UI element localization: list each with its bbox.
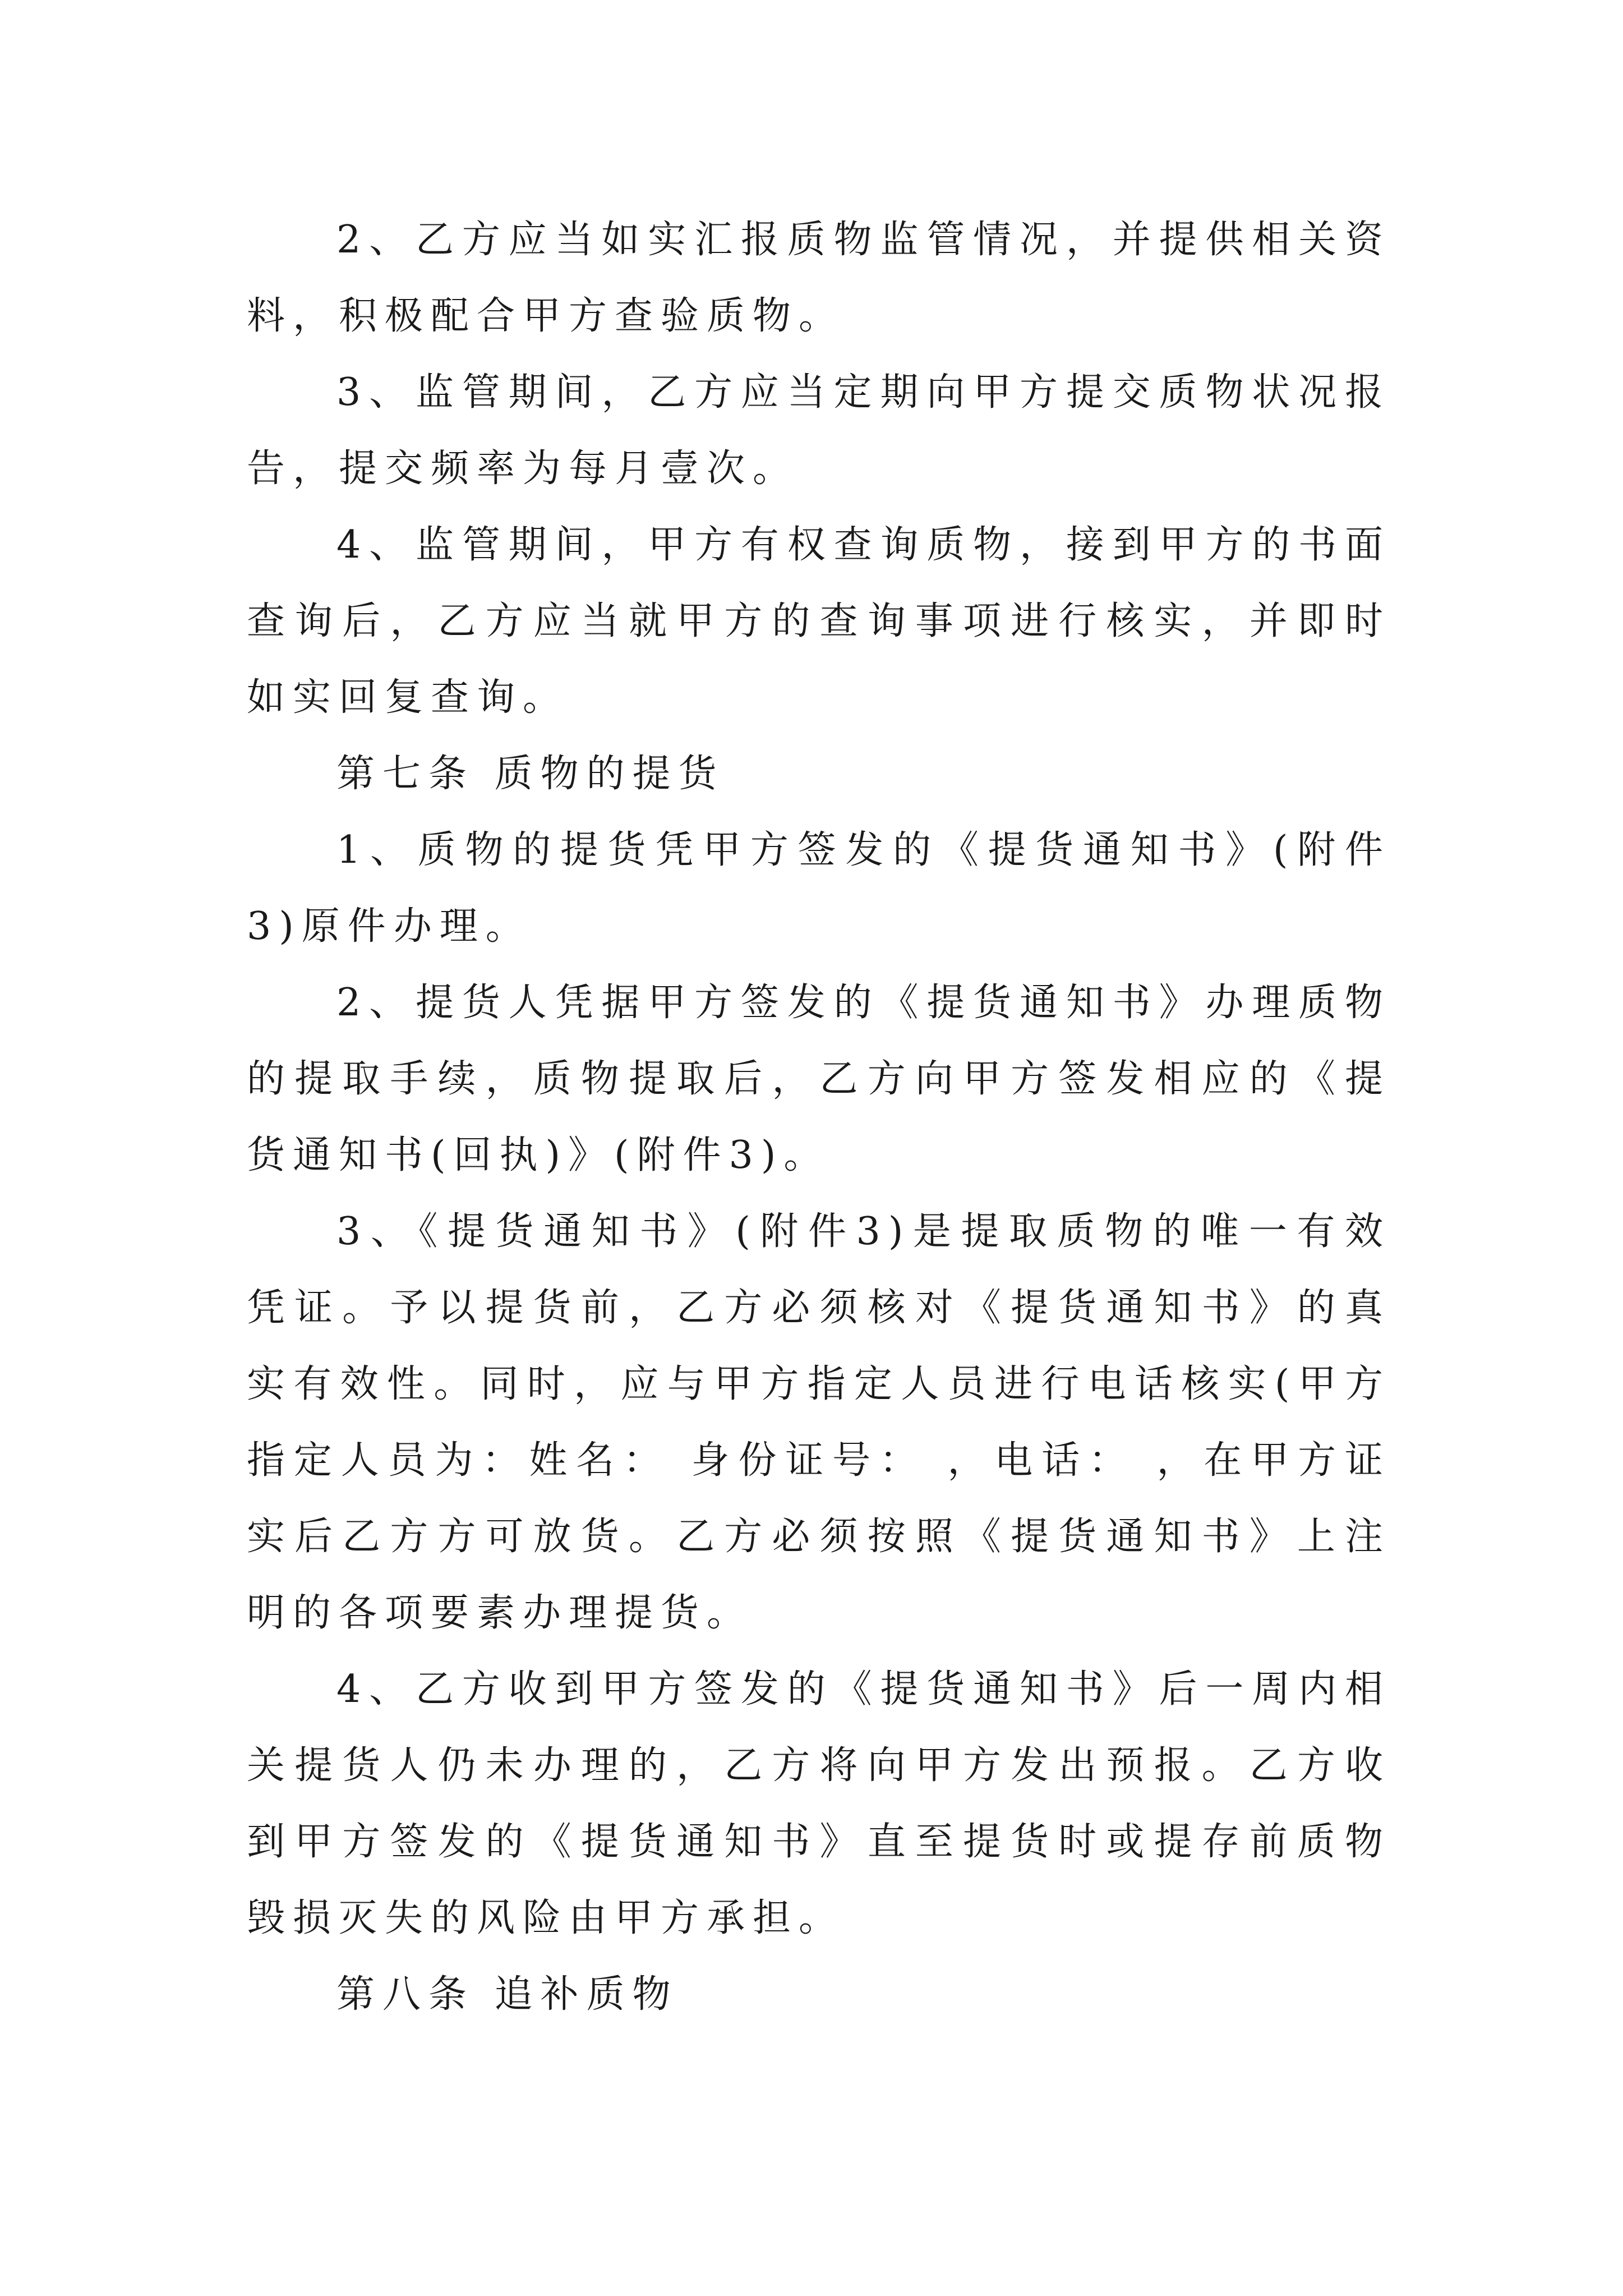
clause-7-item-2: 2、提货人凭据甲方签发的《提货通知书》办理质物的提取手续，质物提取后，乙方向甲方签发相应的《提货通知书(回执)》(附件3)。 <box>247 981 1391 1177</box>
clause-7-item-4: 4、乙方收到甲方签发的《提货通知书》后一周内相关提货人仍未办理的，乙方将向甲方发出预报。乙方收到甲方签发的《提货通知书》直至提货时或提存前质物毁损灭失的风险由甲方承担。 <box>247 1667 1391 1940</box>
article-7-heading: 第七条 质物的提货 <box>336 752 725 796</box>
article-8-heading: 第八条 追补质物 <box>336 1972 679 2017</box>
clause-6-item-2: 2、乙方应当如实汇报质物监管情况，并提供相关资料，积极配合甲方查验质物。 <box>247 218 1391 338</box>
clause-6-item-4: 4、监管期间，甲方有权查询质物，接到甲方的书面查询后，乙方应当就甲方的查询事项进行核实，并即时如实回复查询。 <box>247 523 1391 720</box>
clause-7-item-3: 3、《提货通知书》(附件3)是提取质物的唯一有效凭证。予以提货前，乙方必须核对《提货通知书》的真实有效性。同时，应与甲方指定人员进行电话核实(甲方指定人员为：姓名： 身份证号： ，电话： ，在甲方证实后乙方方可放货。乙方必须按照《提货通知书》上注明的各项要素办理提货。 <box>247 1209 1391 1635</box>
document-body <box>247 202 1391 2033</box>
clause-6-item-3: 3、监管期间，乙方应当定期向甲方提交质物状况报告，提交频率为每月壹次。 <box>247 370 1391 491</box>
clause-7-item-1: 1、质物的提货凭甲方签发的《提货通知书》(附件3)原件办理。 <box>247 828 1391 949</box>
